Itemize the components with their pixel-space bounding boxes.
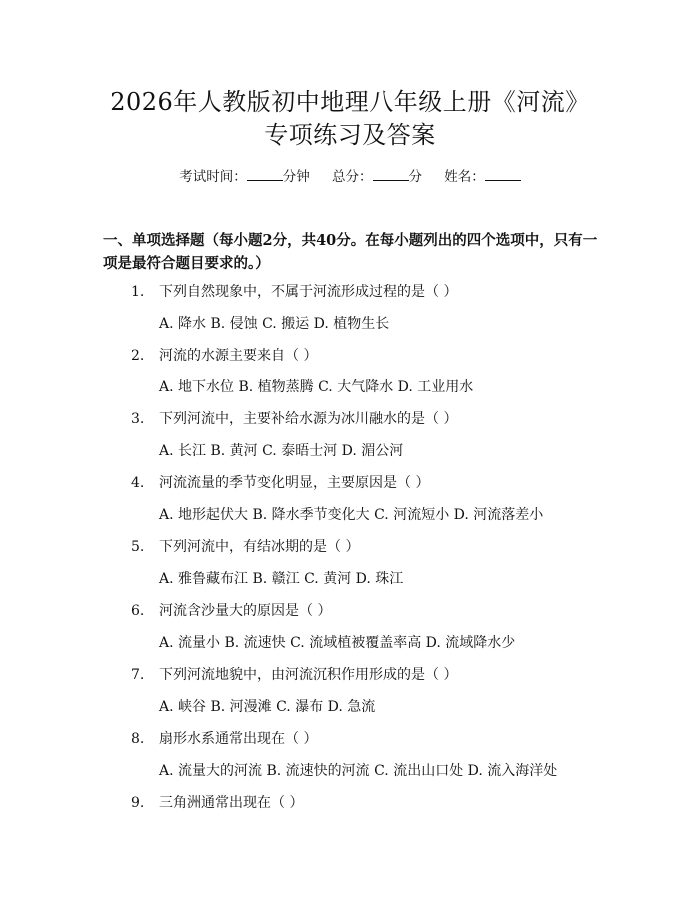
score-blank <box>373 168 409 181</box>
score-field <box>332 169 422 185</box>
question-number: 4. <box>131 475 145 491</box>
document-title: 2026年人教版初中地理八年级上册《河流》 <box>110 88 590 116</box>
name-blank <box>485 168 521 181</box>
score-label: 总分： <box>332 169 373 185</box>
question-number: 9. <box>131 795 145 811</box>
question-options: A. 雅鲁藏布江 B. 赣江 C. 黄河 D. 珠江 <box>159 571 404 587</box>
exam-time-unit: 分钟 <box>282 169 310 185</box>
question-item <box>131 793 611 813</box>
question-item <box>131 665 611 685</box>
name-label: 姓名： <box>444 169 485 185</box>
question-number: 5. <box>131 539 145 555</box>
question-text: 下列河流中，主要补给水源为冰川融水的是（ ） <box>159 411 458 427</box>
question-number: 2. <box>131 348 145 364</box>
question-item <box>131 282 611 302</box>
name-field <box>444 169 521 185</box>
question-number: 1. <box>131 284 145 300</box>
exam-time-blank <box>247 168 283 181</box>
question-text: 河流含沙量大的原因是（ ） <box>159 603 332 619</box>
score-unit: 分 <box>408 169 422 185</box>
exam-time-label: 考试时间： <box>179 169 247 185</box>
question-text: 河流流量的季节变化明显，主要原因是（ ） <box>159 475 430 491</box>
exam-time-field <box>179 169 310 185</box>
question-options: A. 峡谷 B. 河漫滩 C. 瀑布 D. 急流 <box>159 699 376 715</box>
question-item <box>131 473 611 493</box>
question-number: 7. <box>131 667 145 683</box>
question-item <box>131 346 611 366</box>
question-number: 8. <box>131 731 145 747</box>
question-item <box>131 601 611 621</box>
question-options: A. 地下水位 B. 植物蒸腾 C. 大气降水 D. 工业用水 <box>159 379 474 395</box>
section-heading: 一、单项选择题（每小题2分，共40分。在每小题列出的四个选项中，只有一项是最符合题目要求的。） <box>103 232 598 272</box>
question-options: A. 流量小 B. 流速快 C. 流域植被覆盖率高 D. 流域降水少 <box>159 635 516 651</box>
question-options: A. 地形起伏大 B. 降水季节变化大 C. 河流短小 D. 河流落差小 <box>159 507 544 523</box>
question-options: A. 长江 B. 黄河 C. 泰晤士河 D. 湄公河 <box>159 443 404 459</box>
question-item <box>131 537 611 557</box>
question-number: 3. <box>131 411 145 427</box>
question-options: A. 降水 B. 侵蚀 C. 搬运 D. 植物生长 <box>159 316 390 332</box>
question-options: A. 流量大的河流 B. 流速快的河流 C. 流出山口处 D. 流入海洋处 <box>159 763 558 779</box>
question-text: 河流的水源主要来自（ ） <box>159 348 318 364</box>
document-subtitle: 专项练习及答案 <box>264 121 436 149</box>
exam-info-line <box>0 167 700 187</box>
question-text: 下列自然现象中，不属于河流形成过程的是（ ） <box>159 284 458 300</box>
question-text: 下列河流地貌中，由河流沉积作用形成的是（ ） <box>159 667 458 683</box>
question-text: 下列河流中，有结冰期的是（ ） <box>159 539 360 555</box>
question-text: 三角洲通常出现在（ ） <box>159 795 304 811</box>
question-item <box>131 729 611 749</box>
question-item <box>131 409 611 429</box>
question-number: 6. <box>131 603 145 619</box>
question-text: 扇形水系通常出现在（ ） <box>159 731 318 747</box>
